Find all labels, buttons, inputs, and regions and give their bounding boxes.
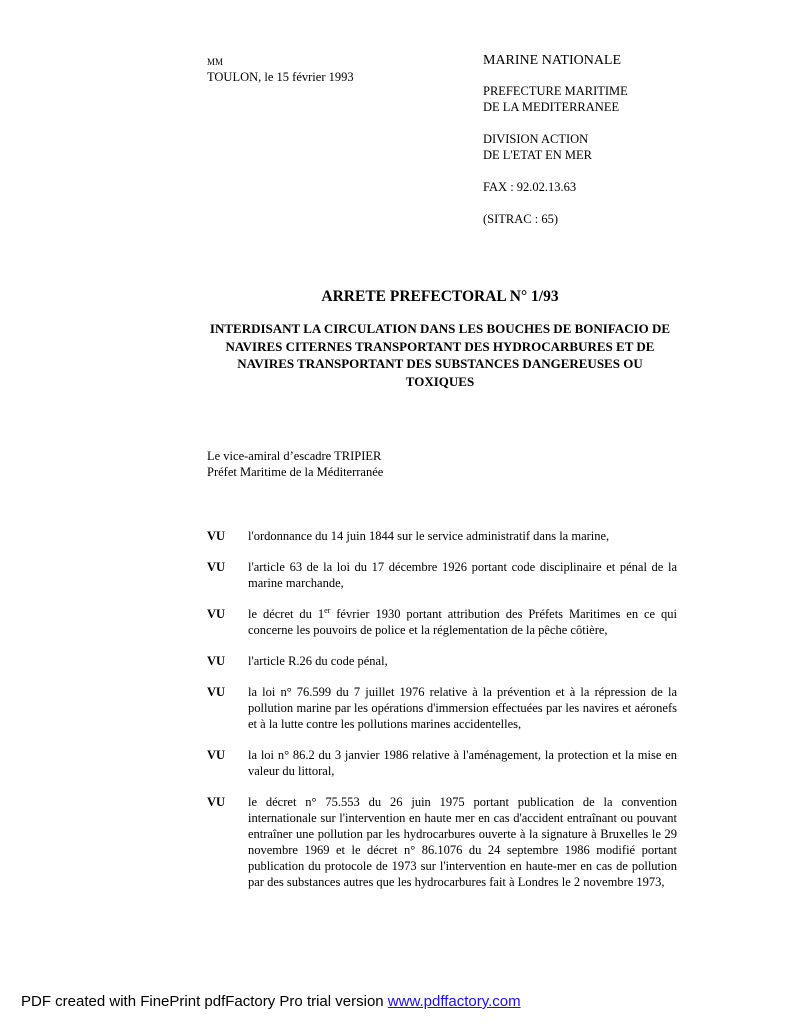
- organization-line: DE LA MEDITERRANEE: [483, 100, 620, 114]
- organization-line: DIVISION ACTION: [483, 132, 589, 146]
- organization-block: [483, 131, 773, 163]
- footer-text: PDF created with FinePrint pdfFactory Pro trial version: [21, 993, 388, 1010]
- considerant-text: la loi n° 86.2 du 3 janvier 1986 relative à l'aménagement, la protection et la mise en valeur du littoral,: [248, 748, 677, 778]
- vu-label: VU: [207, 529, 226, 543]
- author-title: Préfet Maritime de la Méditerranée: [207, 465, 384, 479]
- pdffactory-link[interactable]: www.pdffactory.com: [387, 993, 521, 1010]
- considerant-text: l'article R.26 du code pénal,: [248, 654, 388, 668]
- vu-label: VU: [207, 654, 226, 668]
- considerant-item: [207, 528, 677, 544]
- place-date: TOULON, le 15 février 1993: [207, 70, 354, 84]
- considerant-item: [207, 606, 677, 638]
- decree-author: [207, 448, 383, 480]
- considerant-text: l'ordonnance du 14 juin 1844 sur le service administratif dans la marine,: [248, 529, 610, 543]
- decree-subject: INTERDISANT LA CIRCULATION DANS LES BOUCHES DE BONIFACIO DE NAVIRES CITERNES TRANSPORTANT DES HYDROCARBURES ET DE NAVIRES TRANSPORTANT DES SUBSTANCES DANGEREUSES OU TOXIQUES: [209, 321, 671, 389]
- considerant-text: le décret n° 75.553 du 26 juin 1975 portant publication de la convention internationale sur l'intervention en haute mer en cas d'accident entraînant ou pouvant entraîner une pollution par les hydrocarbures ouverte à la signature à Bruxelles le 29 novembre 1969 et le décret n° 86.1076 du 24 septembre 1986 modifié portant publication du protocole de 1973 sur l'intervention en haute-mer en cas de pollution par des substances autres que les hydrocarbures fait à Londres le 2 novembre 1973,: [248, 795, 677, 889]
- organization-block: [483, 83, 773, 115]
- organization-line: DE L'ETAT EN MER: [483, 148, 592, 162]
- considerant-text: la loi n° 76.599 du 7 juillet 1976 relative à la prévention et à la répression de la pollution marine par les opérations d'immersion effectuées par les navires et aéronefs et à la lutte contre les pollutions marines accidentelles,: [248, 685, 677, 731]
- considerant-item: [207, 653, 677, 669]
- organization-line: FAX : 92.02.13.63: [483, 180, 577, 194]
- decree-title: ARRETE PREFECTORAL N° 1/93: [321, 288, 559, 305]
- considerant-item: [207, 747, 677, 779]
- vu-label: VU: [207, 685, 226, 699]
- considerant-text: l'article 63 de la loi du 17 décembre 1926 portant code disciplinaire et pénal de la marine marchande,: [248, 560, 677, 590]
- considerant-text-end: février 1930 portant attribution des Préfets Maritimes en ce qui concerne les pouvoirs de police et la réglementation de la pêche côtière,: [248, 607, 677, 637]
- fax-number: [483, 179, 773, 195]
- considerant-item: [207, 559, 677, 591]
- considerant-text-start: le décret du 1: [248, 607, 325, 621]
- considerants-list: [207, 528, 677, 890]
- considerant-item: [207, 794, 677, 890]
- considerant-text: [248, 606, 677, 638]
- vu-label: VU: [207, 560, 226, 574]
- pdf-footer: [21, 993, 521, 1011]
- ordinal-suffix: er: [324, 605, 331, 615]
- organization-title: MARINE NATIONALE: [483, 53, 622, 68]
- vu-label: VU: [207, 748, 226, 762]
- vu-label: VU: [207, 607, 226, 621]
- author-name: Le vice-amiral d’escadre TRIPIER: [207, 449, 382, 463]
- considerant-item: [207, 684, 677, 732]
- issuing-organization: [483, 52, 773, 243]
- document-reference: MM: [207, 57, 224, 67]
- sitrac-code: [483, 211, 773, 227]
- organization-line: PREFECTURE MARITIME: [483, 84, 628, 98]
- organization-line: (SITRAC : 65): [483, 212, 558, 226]
- vu-label: VU: [207, 795, 226, 809]
